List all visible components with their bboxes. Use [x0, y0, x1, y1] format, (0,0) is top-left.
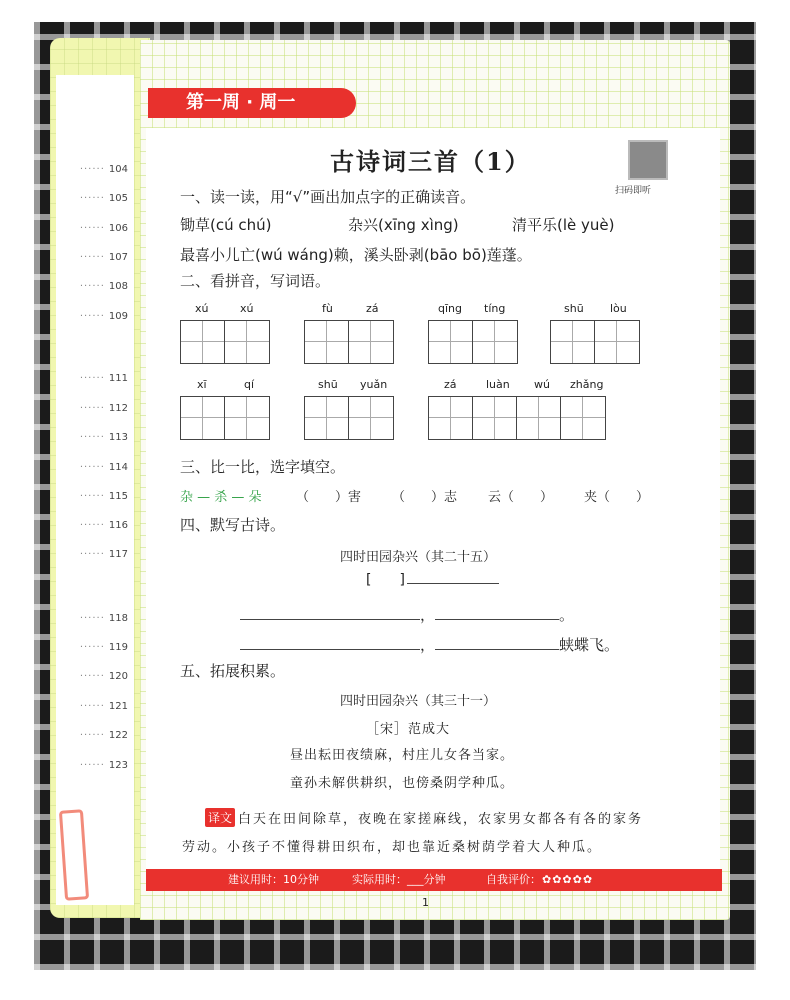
left-page-number: ······ 117	[79, 549, 128, 560]
self-evaluation-label: 自我评价：	[486, 873, 541, 886]
reading-item-4[interactable]: 最喜小儿亡(wú wáng)赖，溪头卧剥(bāo bō)莲蓬。	[180, 246, 532, 264]
author-blank[interactable]: [ ]	[366, 572, 499, 588]
writing-box[interactable]	[180, 320, 270, 364]
left-page-number: ······ 119	[79, 642, 128, 653]
pinyin: yuǎn	[360, 378, 388, 391]
page-number: 1	[422, 896, 429, 909]
section3-heading: 三、比一比，选字填空。	[180, 458, 346, 476]
writing-box[interactable]	[550, 320, 640, 364]
section2-heading: 二、看拼音，写词语。	[180, 272, 331, 290]
left-page-number: ······ 118	[79, 613, 128, 624]
fill-blank-1[interactable]: （ ）害	[296, 490, 362, 505]
section5-heading: 五、拓展积累。	[180, 662, 286, 680]
left-page-number: ······ 123	[79, 760, 128, 771]
poem-title-25: 四时田园杂兴（其二十五）	[340, 550, 497, 565]
translation-text: 劳动。小孩子不懂得耕田织布，却也靠近桑树荫学着大人种瓜。	[182, 840, 603, 855]
pinyin: qí	[244, 378, 255, 391]
writing-box[interactable]	[428, 396, 606, 440]
writing-box[interactable]	[428, 320, 518, 364]
left-page-number: ······ 107	[79, 252, 128, 263]
page-title: 古诗词三首（1）	[330, 147, 531, 176]
left-page-number: ······ 121	[79, 701, 128, 712]
reading-item-1[interactable]: 锄草(cú chú)	[180, 216, 272, 234]
left-page-number: ······ 113	[79, 432, 128, 443]
pinyin: xī	[197, 378, 207, 391]
rating-stars-icon[interactable]: ✿✿✿✿✿	[542, 873, 594, 886]
suggested-time: 建议用时：10分钟	[228, 873, 319, 886]
reading-item-3[interactable]: 清平乐(lè yuè)	[512, 216, 615, 234]
writing-box[interactable]	[304, 320, 394, 364]
left-page-number: ······ 115	[79, 491, 128, 502]
qr-label: 扫码即听	[615, 186, 652, 196]
left-page-number: ······ 122	[79, 730, 128, 741]
writing-box[interactable]	[304, 396, 394, 440]
left-page-number: ······ 114	[79, 462, 128, 473]
pinyin: shū	[564, 302, 584, 315]
pinyin: wú	[534, 378, 550, 391]
poem-blank-line-2[interactable]: ， 蛱蝶飞。	[240, 634, 619, 655]
compare-chars: 杂 — 杀 — 朵	[180, 490, 262, 505]
left-page-number: ······ 104	[79, 164, 128, 175]
poem-author: ［宋］范成大	[366, 722, 451, 737]
pinyin: zá	[366, 302, 379, 315]
pinyin: xú	[195, 302, 209, 315]
pinyin: fù	[322, 302, 333, 315]
translation-tag: 译文	[205, 808, 235, 827]
left-page-number: ······ 111	[79, 373, 128, 384]
week-banner: 第一周 · 周一	[148, 88, 356, 118]
footer-bar	[146, 869, 722, 891]
poem-line: 童孙未解供耕织，也傍桑阴学种瓜。	[290, 776, 515, 791]
left-page-number: ······ 120	[79, 671, 128, 682]
left-page-number: ······ 105	[79, 193, 128, 204]
section1-heading: 一、读一读，用“√”画出加点字的正确读音。	[180, 188, 476, 206]
pinyin: zá	[444, 378, 457, 391]
fill-blank-4[interactable]: 夹（ ）	[584, 490, 650, 505]
actual-time[interactable]: 实际用时：___分钟	[352, 873, 446, 886]
writing-box[interactable]	[180, 396, 270, 440]
pinyin: shū	[318, 378, 338, 391]
poem-title-31: 四时田园杂兴（其三十一）	[340, 694, 497, 709]
left-page-number: ······ 106	[79, 223, 128, 234]
reading-item-2[interactable]: 杂兴(xīng xìng)	[348, 216, 459, 234]
left-page-number: ······ 112	[79, 403, 128, 414]
pinyin: zhǎng	[570, 378, 604, 391]
poem-blank-line-1[interactable]: ， 。	[240, 604, 574, 625]
fill-blank-2[interactable]: （ ）志	[392, 490, 458, 505]
poem-line: 昼出耘田夜绩麻，村庄儿女各当家。	[290, 748, 515, 763]
pinyin: xú	[240, 302, 254, 315]
left-page-number: ······ 108	[79, 281, 128, 292]
translation-text: 白天在田间除草，夜晚在家搓麻线，农家男女都各有各的家务	[238, 812, 644, 827]
left-page-number: ······ 109	[79, 311, 128, 322]
pinyin: luàn	[486, 378, 510, 391]
pinyin: tíng	[484, 302, 506, 315]
section4-heading: 四、默写古诗。	[180, 516, 286, 534]
pinyin: qīng	[438, 302, 462, 315]
qr-code-icon[interactable]	[628, 140, 668, 180]
left-page-number: ······ 116	[79, 520, 128, 531]
pinyin: lòu	[610, 302, 627, 315]
fill-blank-3[interactable]: 云（ ）	[488, 490, 554, 505]
